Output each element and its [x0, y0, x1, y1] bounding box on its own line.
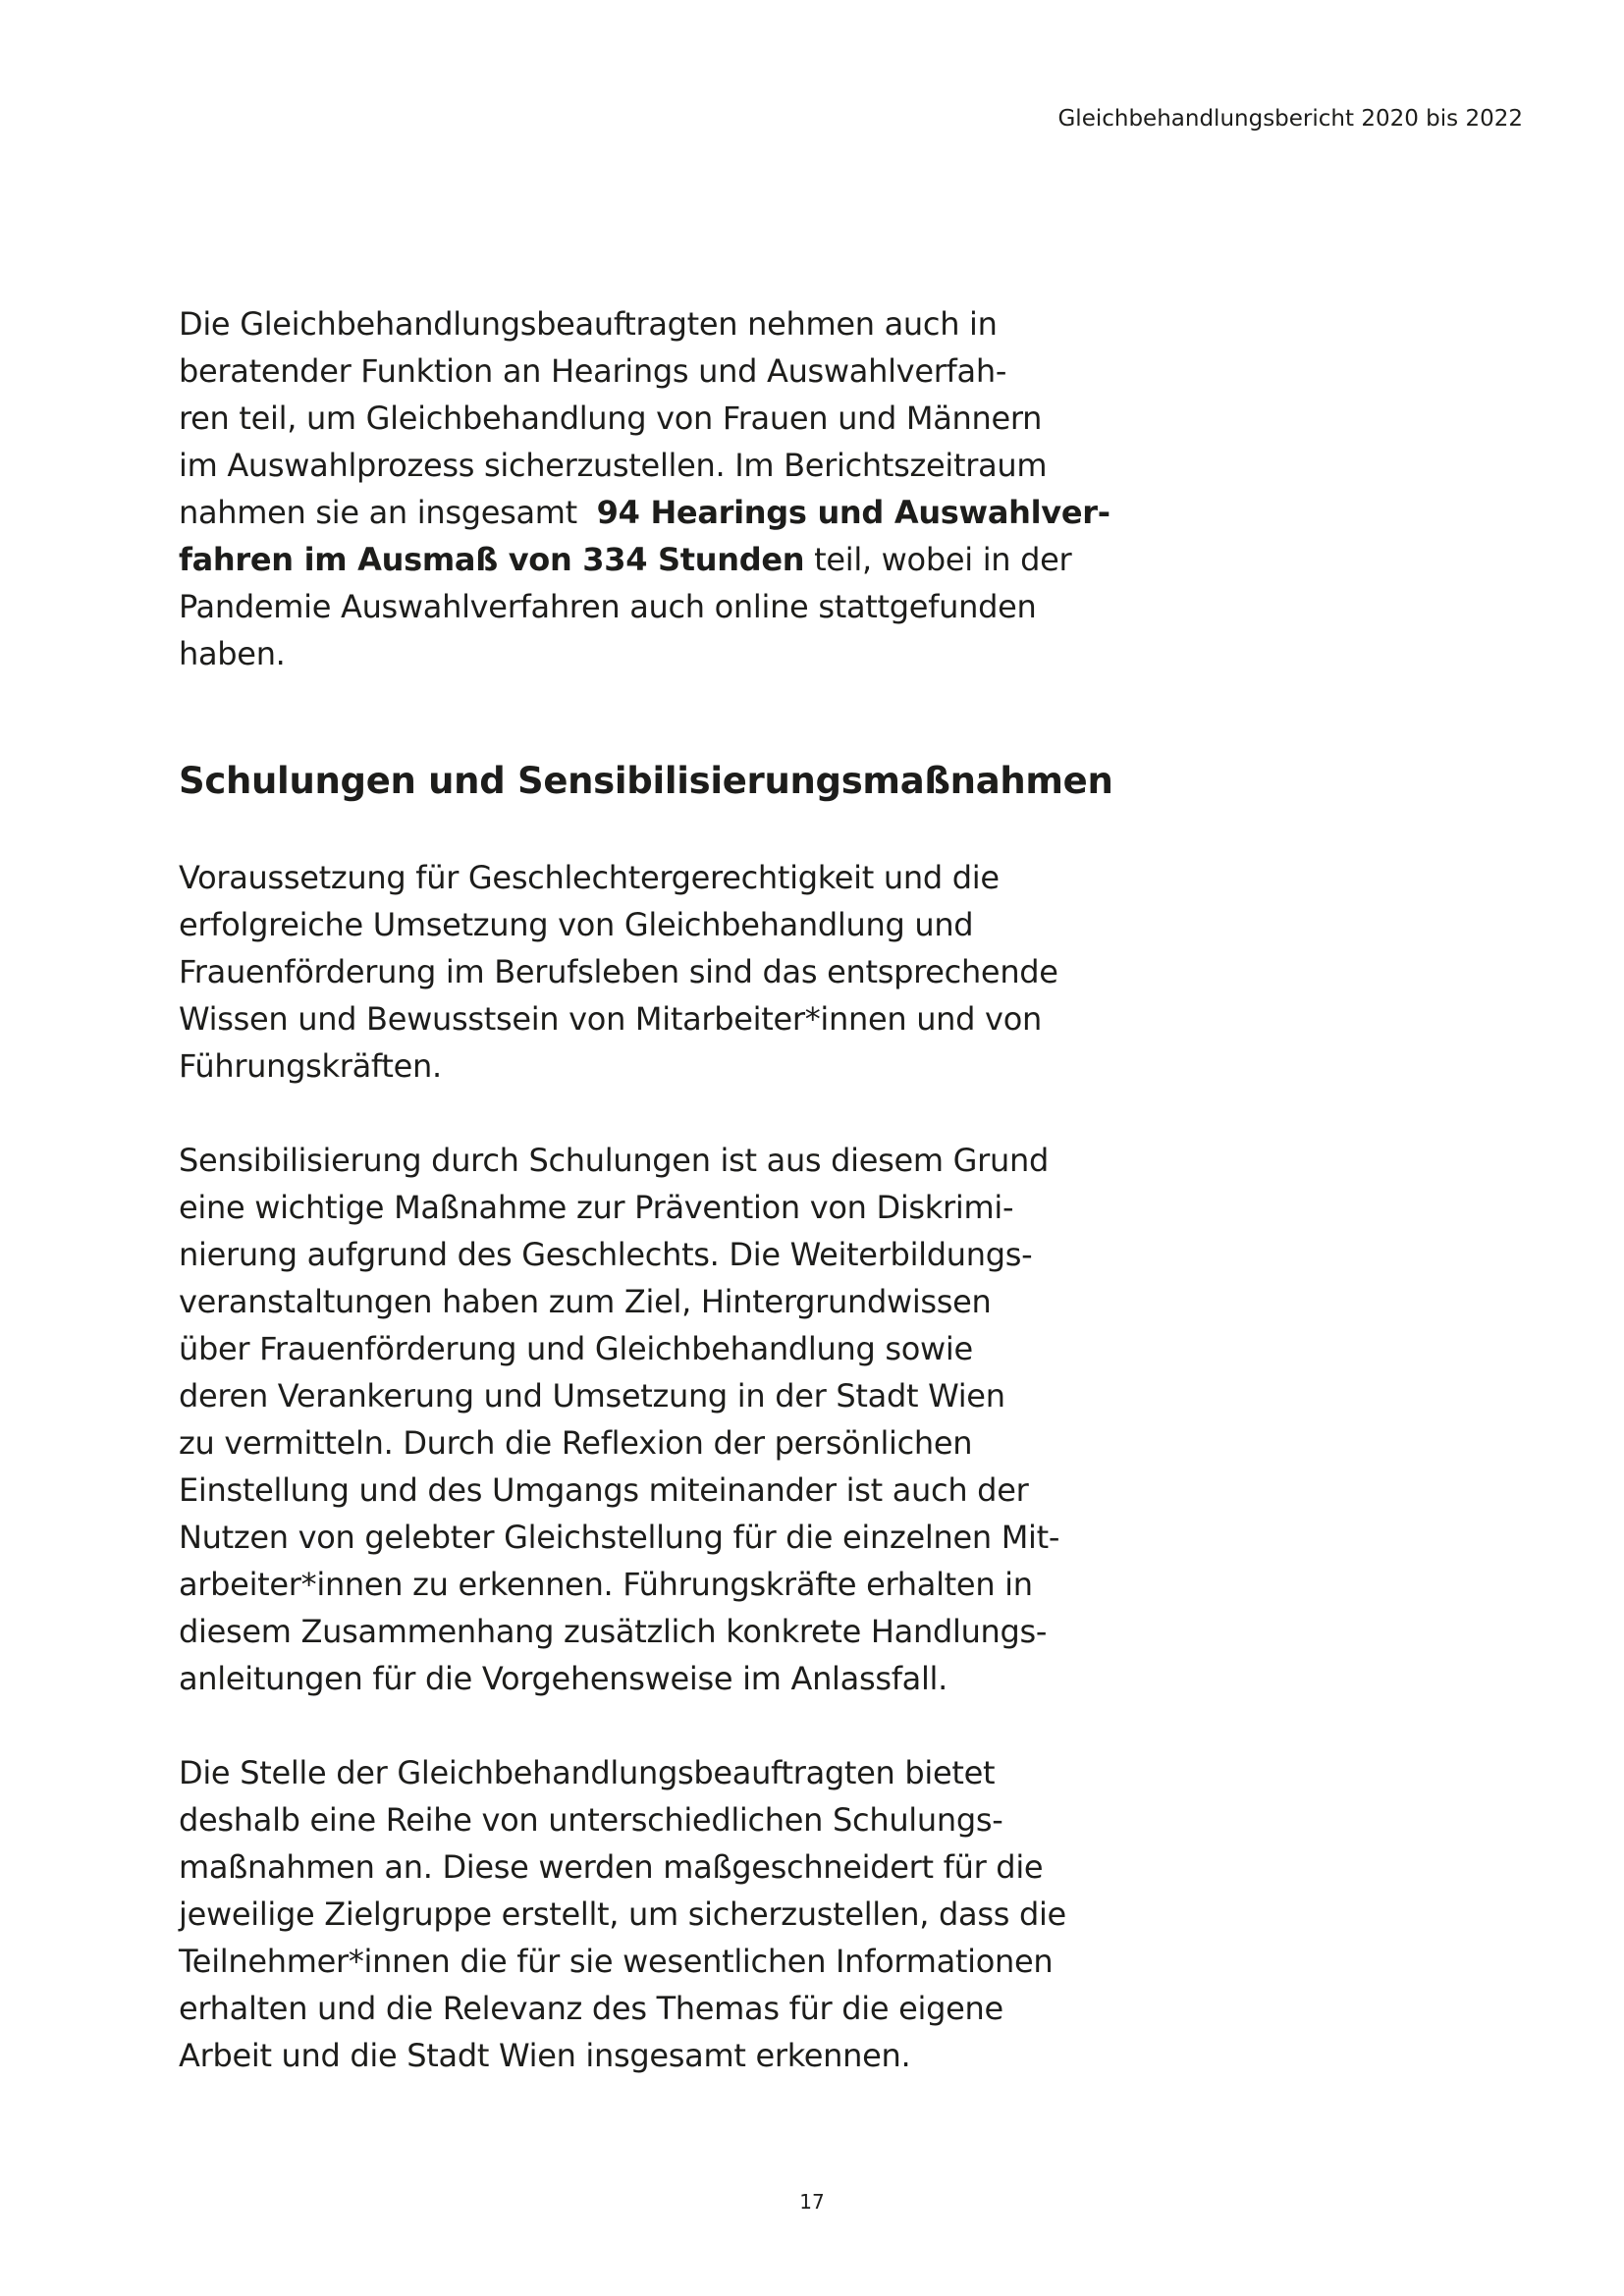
paragraph-line: Wissen und Bewusstsein von Mitarbeiter*innen und von [179, 1000, 1042, 1038]
intro-paragraph [179, 300, 1110, 677]
paragraph-line: haben. [179, 635, 286, 672]
paragraph-line: im Auswahlprozess sicherzustellen. Im Berichtszeitraum [179, 447, 1048, 484]
highlight-hearings-count: 94 Hearings und Auswahlver- [596, 494, 1110, 531]
paragraph-line: deren Verankerung und Umsetzung in der Stadt Wien [179, 1377, 1005, 1415]
paragraph-line: Nutzen von gelebter Gleichstellung für die einzelnen Mit- [179, 1519, 1060, 1556]
highlight-hours: fahren im Ausmaß von 334 Stunden [179, 541, 805, 578]
paragraph-line: zu vermitteln. Durch die Reflexion der persönlichen [179, 1424, 973, 1462]
section-heading: Schulungen und Sensibilisierungsmaßnahmen [179, 760, 1113, 802]
paragraph-line: veranstaltungen haben zum Ziel, Hintergrundwissen [179, 1283, 992, 1320]
paragraph-line: Teilnehmer*innen die für sie wesentlichen Informationen [179, 1943, 1054, 1980]
line-text: nahmen sie an insgesamt [179, 494, 597, 531]
page-content [179, 300, 1113, 2079]
paragraph-line: über Frauenförderung und Gleichbehandlung sowie [179, 1330, 973, 1367]
paragraph-line: jeweilige Zielgruppe erstellt, um sicherzustellen, dass die [179, 1896, 1066, 1933]
paragraph-line: Arbeit und die Stadt Wien insgesamt erkennen. [179, 2037, 911, 2074]
paragraph-line: Die Gleichbehandlungsbeauftragten nehmen auch in [179, 305, 998, 343]
paragraph-line [179, 489, 1110, 536]
paragraph-line: erfolgreiche Umsetzung von Gleichbehandlung und [179, 906, 974, 943]
paragraph-line: Einstellung und des Umgangs miteinander ist auch der [179, 1471, 1029, 1509]
paragraph-line: deshalb eine Reihe von unterschiedlichen Schulungs- [179, 1801, 1003, 1839]
paragraph-line: eine wichtige Maßnahme zur Prävention von Diskrimi- [179, 1189, 1014, 1226]
section-paragraph-2 [179, 1137, 1060, 1702]
paragraph-line: maßnahmen an. Diese werden maßgeschneidert für die [179, 1848, 1044, 1886]
paragraph-line [179, 536, 1072, 583]
paragraph-line: Frauenförderung im Berufsleben sind das entsprechende [179, 953, 1058, 990]
line-text: teil, wobei in der [804, 541, 1072, 578]
paragraph-line: Führungskräften. [179, 1047, 442, 1085]
paragraph-line: Voraussetzung für Geschlechtergerechtigkeit und die [179, 859, 1000, 896]
page-number: 17 [799, 2190, 825, 2214]
paragraph-line: ren teil, um Gleichbehandlung von Frauen und Männern [179, 400, 1043, 437]
paragraph-line: Die Stelle der Gleichbehandlungsbeauftragten bietet [179, 1754, 996, 1791]
paragraph-line: Sensibilisierung durch Schulungen ist aus diesem Grund [179, 1142, 1049, 1179]
paragraph-line: nierung aufgrund des Geschlechts. Die Weiterbildungs- [179, 1236, 1033, 1273]
running-header: Gleichbehandlungsbericht 2020 bis 2022 [1057, 106, 1523, 132]
section-paragraph-1 [179, 854, 1058, 1090]
paragraph-line: arbeiter*innen zu erkennen. Führungskräfte erhalten in [179, 1566, 1033, 1603]
paragraph-line: beratender Funktion an Hearings und Auswahlverfah- [179, 352, 1007, 390]
paragraph-line: anleitungen für die Vorgehensweise im Anlassfall. [179, 1660, 948, 1697]
paragraph-line: diesem Zusammenhang zusätzlich konkrete Handlungs- [179, 1613, 1048, 1650]
paragraph-line: erhalten und die Relevanz des Themas für die eigene [179, 1990, 1003, 2027]
section-paragraph-3 [179, 1749, 1066, 2079]
paragraph-line: Pandemie Auswahlverfahren auch online stattgefunden [179, 588, 1037, 625]
